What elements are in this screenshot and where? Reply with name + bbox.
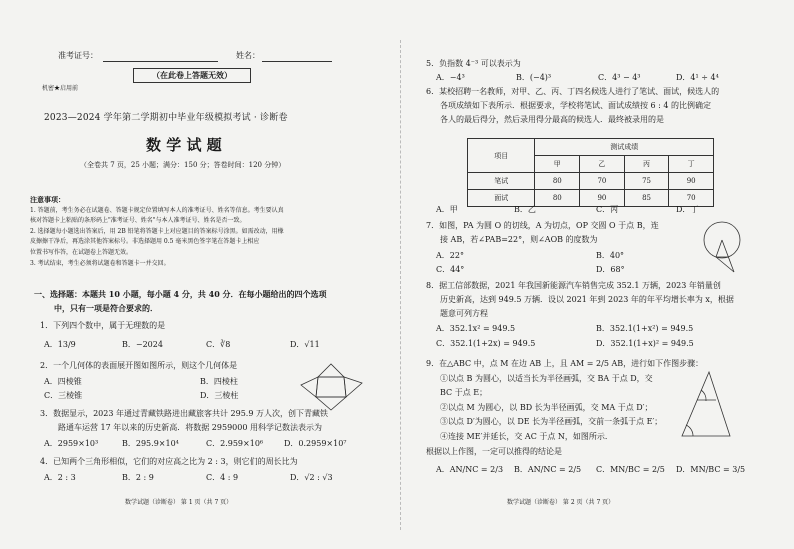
subject-title: 数 学 试 题 [146,136,222,154]
q1-option-b: B．−2024 [122,340,163,349]
exam-title: 2023—2024 学年第二学期初中毕业年级模拟考试 · 诊断卷 [44,113,288,123]
table-header-project: 项目 [468,139,535,173]
table-header-candidate: 乙 [580,156,625,173]
q4-option-c: C．4 : 9 [206,473,239,482]
table-row [468,190,714,207]
notice-line: 皮擦擦干净后，再选涂其他答案标号。非选择题用 0.5 毫米黑色签字笔在答题卡上相应 [30,238,260,245]
q9-step: ②以点 M 为圆心，以 BD 长为半径画弧，交 MA 于点 D′； [440,403,653,412]
q7-option-a: A．22° [436,251,464,260]
q2-option-a: A．四棱锥 [44,377,82,386]
q2-option-d: D．三棱柱 [200,391,239,400]
q9-option-c: C．MN/BC = 2/5 [596,465,665,474]
table-cell: 85 [624,190,669,207]
q7-line1: 7．如图，PA 为圆 O 的切线，A 为切点，OP 交圆 O 于点 B，连 [426,221,659,230]
page2-footer: 数学试题（诊断卷） 第 2 页（共 7 页） [507,499,615,506]
q9-conclusion: 根据以上作图，一定可以推得的结论是 [426,447,562,456]
table-cell: 70 [580,173,625,190]
table-row [468,173,714,190]
page-divider [400,40,401,530]
triangle-construction-figure [676,370,732,446]
notice-line: 3. 考试结束，考生必须将试题卷和答题卡一并交回。 [30,260,170,267]
table-cell: 80 [535,190,580,207]
table-header-candidate: 丁 [669,156,714,173]
q5-option-d: D．4¹ ÷ 4⁴ [676,73,719,82]
q4-option-a: A．2 : 3 [44,473,76,482]
q3-option-d: D．0.2959×10⁷ [284,439,347,448]
q6-line1: 6．某校招聘一名教师，对甲、乙、丙、丁四名候选人进行了笔试、面试，候选人的 [426,87,720,96]
q1-option-d: D．√11 [290,340,320,349]
q9-option-a: A．AN/NC = 2/3 [436,465,504,474]
score-table [467,138,714,207]
table-cell: 90 [669,173,714,190]
notice-line: 核对答题卡上粘贴的条形码上"准考证号、姓名"与本人准考证号、姓名是否一致。 [30,217,246,224]
q5-stem: 5．负指数 4⁻³ 可以表示为 [426,59,521,68]
q9-option-d: D．MN/BC = 3/5 [676,465,746,474]
q5-option-b: B．(−4)³ [516,73,552,82]
table-header-candidate: 丙 [624,156,669,173]
q4-option-b: B．2 : 9 [122,473,154,482]
q3-line1: 3．数据显示，2023 年通过青藏铁路进出藏旅客共计 295.9 万人次，创下青藏铁 [40,409,328,418]
notice-line: 位置书写作答，在试题卷上答题无效。 [30,249,133,256]
table-row [468,139,714,156]
q9-step: BC 于点 E； [440,388,488,397]
page1-footer: 数学试题（诊断卷） 第 1 页（共 7 页） [125,499,233,506]
q9-option-b: B．AN/NC = 2/5 [514,465,582,474]
q3-option-c: C．2.959×10⁶ [206,439,264,448]
q9-step: ①以点 B 为圆心，以适当长为半径画弧，交 BA 于点 D，交 [440,374,653,383]
q3-option-b: B．295.9×10⁴ [122,439,179,448]
exam-id-label: 准考证号： [58,51,98,60]
net-figure [298,363,364,411]
q9-step: ④连接 ME′并延长，交 AC 于点 N，如图所示． [440,432,613,441]
q4-stem: 4．已知两个三角形相似，它们的对应高之比为 2 : 3，则它们的周长比为 [40,457,298,466]
name-label: 姓名： [236,51,260,60]
table-cell: 80 [535,173,580,190]
exam-info: （全卷共 7 页，25 小题；满分：150 分；答卷时间：120 分钟） [80,161,286,169]
q7-line2: 接 AB，若∠PAB=22°，则∠AOB 的度数为 [440,235,598,244]
q6-line2: 各项成绩如下表所示．根据要求，学校将笔试、面试成绩按 6 : 4 的比例确定 [440,101,712,110]
section1-heading: 一、选择题：本题共 10 小题，每小题 4 分，共 40 分．在每小题给出的四个选项 [34,289,327,299]
q2-stem: 2．一个几何体的表面展开图如图所示，则这个几何体是 [40,361,238,370]
no-answer-box: （在此卷上答题无效） [133,68,251,83]
table-cell: 70 [669,190,714,207]
q9-line1: 9．在△ABC 中，点 M 在边 AB 上，且 AM = 2/5 AB，进行如下作图步骤： [426,359,704,368]
q3-option-a: A．2959×10³ [44,439,99,448]
notice-line: 2. 选择题每小题选出答案后，用 2B 铅笔将答题卡上对应题目的答案标号涂黑。如需改动，用橡 [30,228,284,235]
q7-option-d: D．68° [596,265,625,274]
q6-option-a: A．甲 [436,205,458,214]
q8-option-b: B．352.1(1+x²) = 949.5 [596,324,694,333]
q8-option-a: A．352.1x² = 949.5 [436,324,516,333]
table-cell: 75 [624,173,669,190]
q3-line2: 路通车运营 17 年以来的历史新高．将数据 2959000 用科学记数法表示为 [58,423,322,432]
table-header-candidate: 甲 [535,156,580,173]
table-header-score: 测试成绩 [535,139,714,156]
q6-option-c: C．丙 [596,205,619,214]
q7-option-b: B．40° [596,251,625,260]
name-blank [262,61,332,62]
q8-line1: 8．据工信部数据，2021 年我国新能源汽车销售完成 352.1 万辆，2023 年销量创 [426,281,721,290]
exam-id-blank [103,61,218,62]
table-row-label: 笔试 [468,173,535,190]
q8-option-d: D．352.1(1+x)² = 949.5 [596,339,694,348]
q9-step: ③以点 D′为圆心，以 DE 长为半径画弧，交前一条弧于点 E′； [440,417,663,426]
q8-option-c: C．352.1(1+2x) = 949.5 [436,339,536,348]
q5-option-a: A．−4³ [436,73,465,82]
table-row-label: 面试 [468,190,535,207]
q8-line2: 历史新高，达到 949.5 万辆．设以 2021 年到 2023 年的年平均增长率为 x，根据 [440,295,734,304]
q2-option-c: C．三棱锥 [44,391,83,400]
q6-line3: 各人的最后得分，然后录用得分最高的候选人．最终被录用的是 [440,115,664,124]
secret-label: 机密★启用前 [42,85,79,92]
q2-option-b: B．四棱柱 [200,377,238,386]
q6-option-b: B．乙 [514,205,536,214]
circle-tangent-figure [698,220,748,276]
q8-line3: 题意可列方程 [440,309,488,318]
q5-option-c: C．4³ − 4³ [598,73,641,82]
notice-line: 1. 答题前，考生务必在试题卷、答题卡规定位置填写本人的准考证号、姓名等信息。考生要认真 [30,207,284,214]
q4-option-d: D．√2 : √3 [290,473,333,482]
q1-option-c: C．∛8 [206,340,231,349]
q1-option-a: A．13/9 [44,340,76,349]
notice-title: 注意事项： [30,195,65,204]
section1-heading-cont: 中，只有一项是符合要求的． [54,303,158,313]
q7-option-c: C．44° [436,265,465,274]
q1-stem: 1．下列四个数中，属于无理数的是 [40,321,166,330]
q6-option-d: D．丁 [676,205,699,214]
table-cell: 90 [580,190,625,207]
